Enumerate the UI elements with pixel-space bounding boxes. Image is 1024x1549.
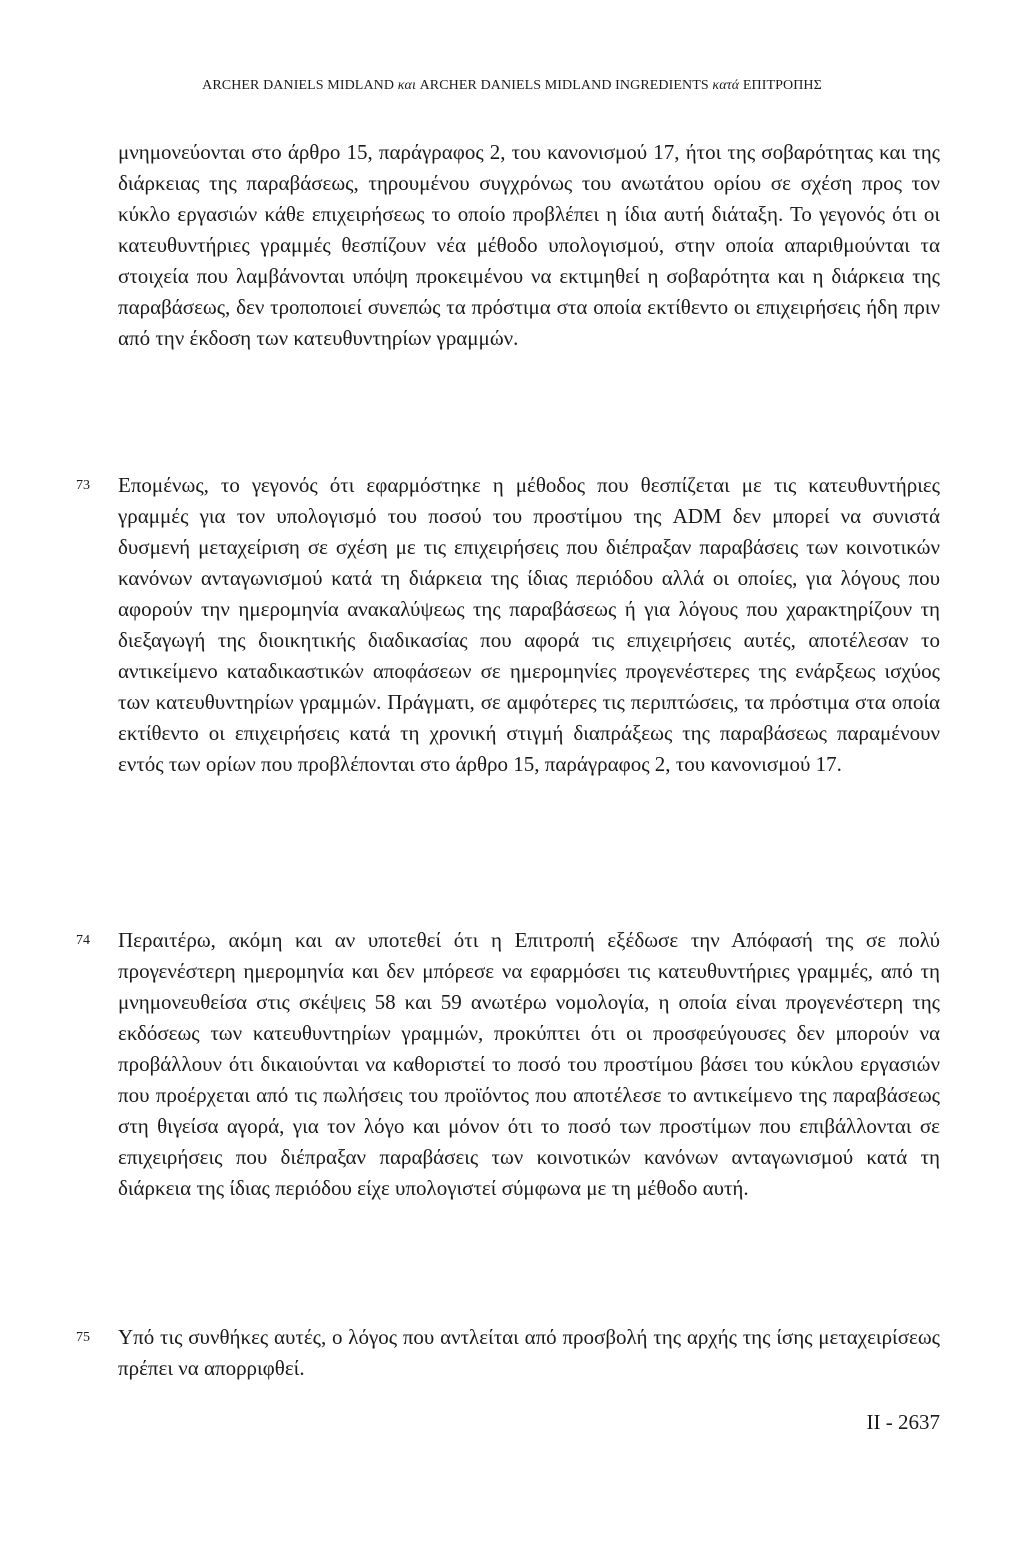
- header-company-1: ARCHER DANIELS MIDLAND: [202, 78, 395, 93]
- paragraph-75: Υπό τις συνθήκες αυτές, ο λόγος που αντλείται από προσβολή της αρχής της ίσης μεταχειρίσεως πρέπει να απορριφθεί.: [118, 1325, 940, 1380]
- paragraph-number-73: 73: [76, 478, 90, 493]
- paragraph-74: Περαιτέρω, ακόμη και αν υποτεθεί ότι η Επιτροπή εξέδωσε την Απόφασή της σε πολύ προγενέστερη ημερομηνία και δεν μπόρεσε να εφαρμόσει τις κατευθυντήριες γραμμές, από τη μνημονευθείσα στις σκέψεις 58 και 59 ανωτέρω νομολογία, η οποία είναι προγενέστερη της εκδόσεως των κατευθυντηρίων γραμμών, προκύπτει ότι οι προσφεύγουσες δεν μπορούν να προβάλλουν ότι δικαιούνται να καθοριστεί το ποσό του προστίμου βάσει του κύκλου εργασιών που προέρχεται από τις πωλήσεις του προϊόντος που αποτέλεσε το αντικείμενο της παραβάσεως στη θιγείσα αγορά, για τον λόγο και μόνον ότι το ποσό των προστίμων που επιβάλλονται σε επιχειρήσεις που διέπραξαν παραβάσεις των κοινοτικών κανόνων ανταγωνισμού κατά τη διάρκεια της ίδιας περιόδου είχε υπολογιστεί σύμφωνα με τη μέθοδο αυτή.: [118, 928, 940, 1200]
- paragraph-continued: μνημονεύονται στο άρθρο 15, παράγραφος 2, του κανονισμού 17, ήτοι της σοβαρότητας και της διάρκειας της παραβάσεως, τηρουμένου συγχρόνως του ανωτάτου ορίου σε σχέση προς τον κύκλο εργασιών κάθε επιχειρήσεως το οποίο προβλέπει η ίδια αυτή διάταξη. Το γεγονός ότι οι κατευθυντήριες γραμμές θεσπίζουν νέα μέθοδο υπολογισμού, στην οποία απαριθμούνται τα στοιχεία που λαμβάνονται υπόψη προκειμένου να εκτιμηθεί η σοβαρότητα και η διάρκεια της παραβάσεως, δεν τροποποιεί συνεπώς τα πρόστιμα στα οποία εκτίθεντο οι επιχειρήσεις ήδη πριν από την έκδοση των κατευθυντηρίων γραμμών.: [118, 140, 940, 350]
- header-company-2: ARCHER DANIELS MIDLAND INGREDIENTS: [419, 78, 709, 93]
- page-number: II - 2637: [866, 1410, 940, 1434]
- paragraph-73: Επομένως, το γεγονός ότι εφαρμόστηκε η μέθοδος που θεσπίζεται με τις κατευθυντήριες γραμμές για τον υπολογισμό του ποσού του προστίμου της ADM δεν μπορεί να συνιστά δυσμενή μεταχείριση σε σχέση με τις επιχειρήσεις που διέπραξαν παραβάσεις των κοινοτικών κανόνων ανταγωνισμού κατά τη διάρκεια της ίδιας περιόδου αλλά οι οποίες, για λόγους που αφορούν την ημερομηνία ανακαλύψεως της παραβάσεως ή για λόγους που χαρακτηρίζουν τη διεξαγωγή της διοικητικής διαδικασίας που αφορά τις επιχειρήσεις αυτές, αποτέλεσαν το αντικείμενο καταδικαστικών αποφάσεων σε ημερομηνίες προγενέστερες της ενάρξεως ισχύος των κατευθυντηρίων γραμμών. Πράγματι, σε αμφότερες τις περιπτώσεις, τα πρόστιμα στα οποία εκτίθεντο οι επιχειρήσεις κατά τη χρονική στιγμή διαπράξεως της παραβάσεως παραμένουν εντός των ορίων που προβλέπονται στο άρθρο 15, παράγραφος 2, του κανονισμού 17.: [118, 473, 940, 776]
- header-versus: κατά: [712, 78, 740, 93]
- header-party: ΕΠΙΤΡΟΠΗΣ: [742, 78, 822, 93]
- header-conjunction: και: [397, 78, 416, 93]
- running-head: [0, 78, 1024, 94]
- paragraph-number-75: 75: [76, 1330, 90, 1345]
- paragraph-number-74: 74: [76, 933, 90, 948]
